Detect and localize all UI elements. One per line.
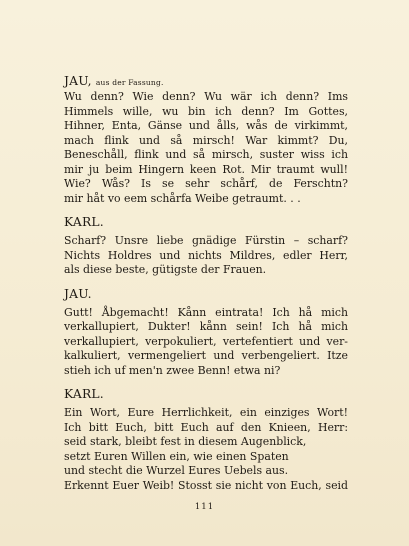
text-line: kalkuliert, vermengeliert und verbengeliert. Itze [64, 349, 348, 362]
text-line: Beneschåll, flink und så mirsch, suster wiss ich [64, 148, 348, 161]
text-line: Himmels wille, wu bin ich denn? Im Gottes, [64, 104, 348, 118]
text-line: Gutt! Åbgemacht! Kånn eintrata! Ich hå mich [64, 305, 348, 319]
text-line: Hihner, Enta, Gänse und ålls, wås de virkimmt, [64, 119, 348, 132]
speaker-karl-2: KARL. [64, 387, 104, 401]
page-number: 111 [194, 502, 215, 512]
speech-jau-1 [64, 90, 348, 206]
speaker-karl-1: KARL. [64, 215, 104, 229]
text-line: verkallupiert, Dukter! kånn sein! Ich hå mich [64, 320, 348, 333]
text-line: Ich bitt Euch, bitt Euch auf den Knieen, Herr: [64, 420, 348, 434]
text-line: Wu denn? Wie denn? Wu wär ich denn? Ims [64, 90, 348, 103]
text-line: verkallupiert, verpokuliert, vertefentiert und ver- [64, 334, 348, 348]
text-line: Erkennt Euer Weib! Stosst sie nicht von Euch, seid [64, 478, 348, 492]
speaker-jau-1: JAU, aus der Fassung. [64, 74, 164, 88]
text-line: mir ju beim Hingern keen Rot. Mir traumt wull! [64, 162, 348, 176]
page-text [64, 74, 348, 493]
text-line: Scharf? Unsre liebe gnädige Fürstin – scharf? [64, 234, 348, 247]
text-line: seid stark, bleibt fest in diesem Augenblick, [64, 435, 307, 448]
text-line: als diese beste, gütigste der Frauen. [64, 263, 267, 276]
text-line: Wie? Wås? Is se sehr schårf, de Ferschtn? [64, 177, 348, 190]
speech-karl-1 [64, 234, 348, 278]
text-line: Ein Wort, Eure Herrlichkeit, ein einziges Wort! [64, 406, 348, 419]
text-line: stieh ich uf men'n zwee Benn! etwa ni? [64, 363, 281, 377]
speech-karl-2 [64, 406, 348, 493]
text-line: setzt Euren Willen ein, wie einen Spaten [64, 449, 289, 463]
text-line: und stecht die Wurzel Eures Uebels aus. [64, 464, 289, 477]
text-line: Nichts Holdres und nichts Mildres, edler Herr, [64, 248, 348, 262]
text-line: mach flink und så mirsch! War kimmt? Du, [64, 133, 348, 147]
stage-direction: aus der Fassung. [95, 78, 164, 87]
text-line: mir håt vo eem schårfa Weibe getraumt. . . [64, 191, 301, 205]
speaker-jau-2: JAU. [64, 286, 92, 301]
speech-jau-2 [64, 306, 348, 379]
